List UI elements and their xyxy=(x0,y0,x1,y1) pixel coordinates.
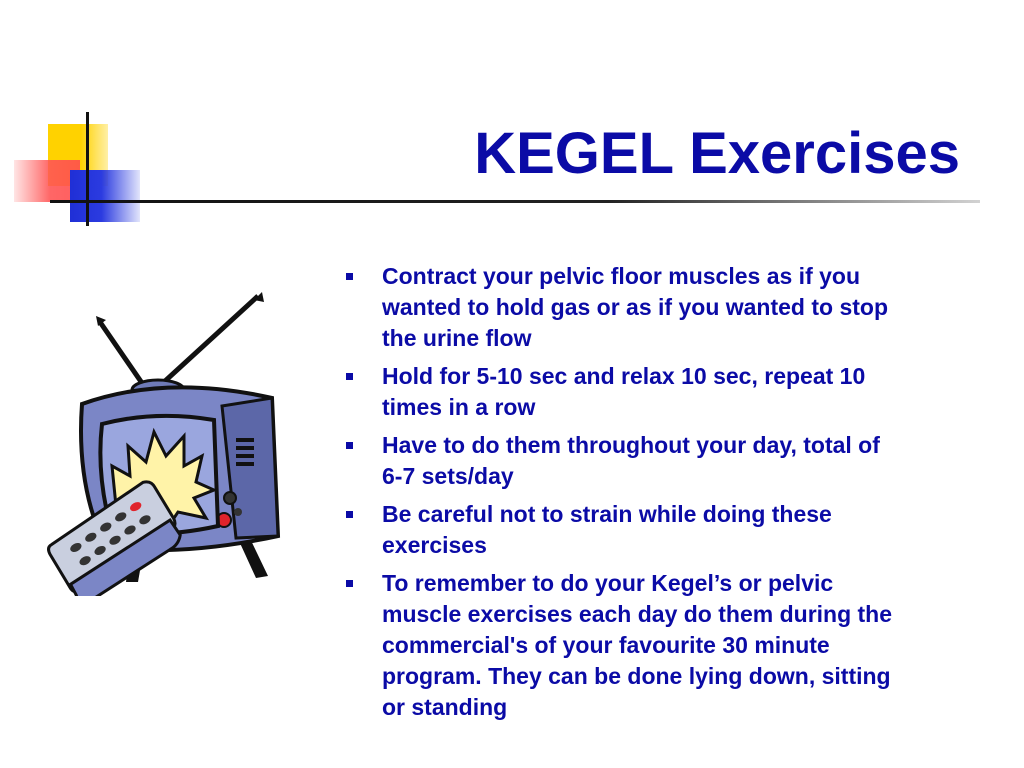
bullet-item xyxy=(344,568,904,723)
bullet-text: Be careful not to strain while doing these exercises xyxy=(382,501,832,558)
bullet-text: Contract your pelvic floor muscles as if you wanted to hold gas or as if you wanted to stop the urine flow xyxy=(382,263,889,351)
bullet-item xyxy=(344,499,904,561)
bullet-item xyxy=(344,261,904,354)
square-bullet-icon xyxy=(346,580,353,587)
decorative-vertical-line xyxy=(86,112,89,226)
bullet-item xyxy=(344,430,904,492)
tv-remote-icon xyxy=(46,286,286,596)
bullet-text: Have to do them throughout your day, total of 6-7 sets/day xyxy=(382,432,880,489)
bullet-text: Hold for 5-10 sec and relax 10 sec, repeat 10 times in a row xyxy=(382,363,866,420)
title-underline xyxy=(50,200,980,203)
bullet-item xyxy=(344,361,904,423)
square-bullet-icon xyxy=(346,511,353,518)
square-bullet-icon xyxy=(346,373,353,380)
slide-title: KEGEL Exercises xyxy=(474,121,960,186)
decorative-blue-square xyxy=(70,170,140,222)
square-bullet-icon xyxy=(346,442,353,449)
bullet-text: To remember to do your Kegel’s or pelvic muscle exercises each day do them during the commercial's of your favourite 30 minute program. They can be done lying down, sitting or standing xyxy=(382,570,893,720)
square-bullet-icon xyxy=(346,273,353,280)
bullet-list xyxy=(344,261,904,730)
